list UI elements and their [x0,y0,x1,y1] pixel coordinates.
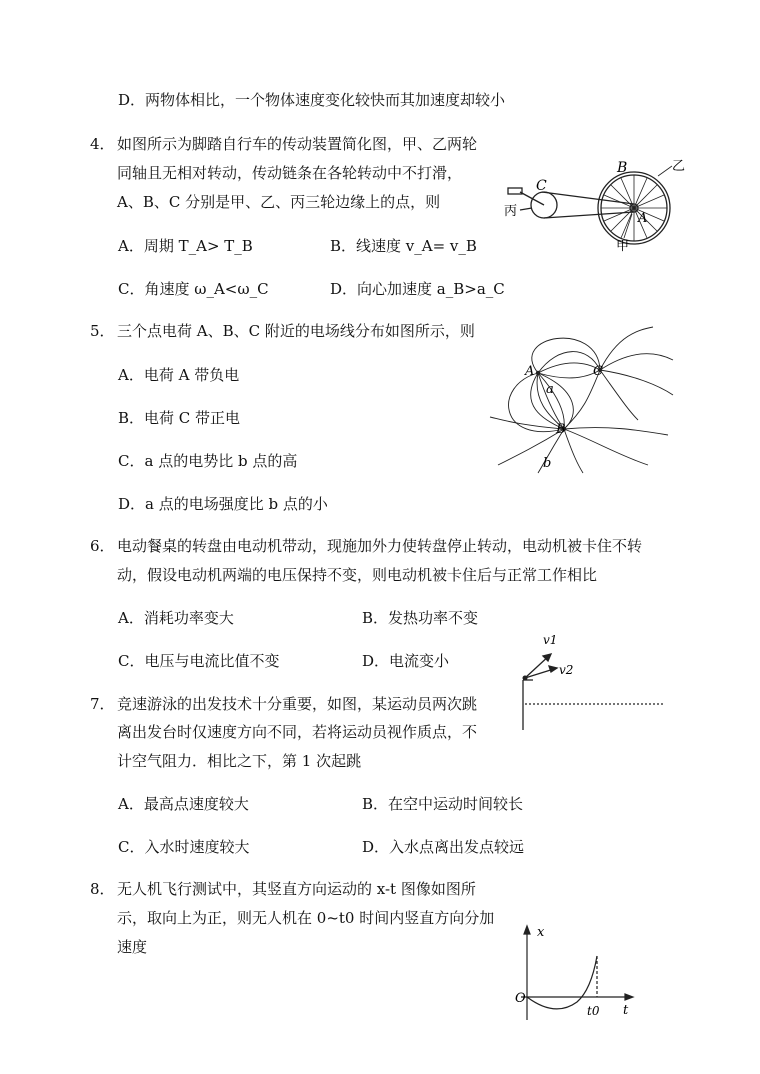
q4-option-b: B．线速度 v_A= v_B [330,237,477,255]
q4-option-c: C．角速度 ω_A<ω_C [118,280,269,298]
q5-number: 5． [90,322,115,340]
q4-number: 4． [90,135,115,153]
electric-field-figure [488,325,678,475]
q6-option-d: D．电流变小 [362,652,450,670]
q7-option-a: A．最高点速度较大 [118,795,249,813]
q6-stem-line2: 动，假设电动机两端的电压保持不变，则电动机被卡住后与正常工作相比 [117,566,598,584]
bicycle-transmission-figure [500,150,700,260]
q4-option-a: A．周期 T_A> T_B [118,237,253,255]
fig8-label-x: x [537,925,545,940]
xt-graph-figure [505,922,640,1024]
q6-stem-line1: 电动餐桌的转盘由电动机带动，现施加外力使转盘停止转动，电动机被卡住不转 [117,537,643,555]
q4-stem-line2: 同轴且无相对转动，传动链条在各轮转动中不打滑， [117,164,463,182]
q7-stem-line1: 竞速游泳的出发技术十分重要，如图，某运动员两次跳 [117,695,478,713]
q8-stem-line1: 无人机飞行测试中，其竖直方向运动的 x-t 图像如图所 [117,880,476,898]
q7-stem-line2: 离出发台时仅速度方向不同，若将运动员视作质点，不 [117,723,478,741]
pedal [508,188,522,194]
fig5-label-a-point: a [546,382,554,397]
q8-number: 8． [90,880,115,898]
q6-option-b: B．发热功率不变 [362,609,479,627]
fig5-label-c-charge: C [593,364,603,379]
q8-stem-line2: 示，取向上为正，则无人机在 0~t0 时间内竖直方向分加 [117,909,495,927]
q5-option-b: B．电荷 C 带正电 [118,409,241,427]
fig8-label-t: t [623,1003,629,1018]
fig4-label-yi: 乙 [672,159,686,174]
fig8-label-t0: t0 [587,1004,600,1018]
q7-stem-line3: 计空气阻力．相比之下，第 1 次起跳 [117,752,362,770]
q6-number: 6． [90,537,115,555]
q5-stem: 三个点电荷 A、B、C 附近的电场线分布如图所示，则 [117,322,475,340]
q4-option-d: D．向心加速度 a_B>a_C [330,280,505,298]
fig5-label-b-point: b [543,456,552,471]
swimming-start-figure [515,628,675,733]
q8-stem-line3: 速度 [117,938,148,956]
fig4-label-b: B [617,160,628,176]
fig5-label-a-charge: A [525,364,535,379]
fig4-label-jia: 甲 [616,239,630,254]
fig7-label-v2: v2 [559,663,574,677]
q4-stem-line3: A、B、C 分别是甲、乙、丙三轮边缘上的点，则 [117,193,441,211]
q4-stem-line1: 如图所示为脚踏自行车的传动装置简化图，甲、乙两轮 [117,135,478,153]
q5-option-d: D．a 点的电场强度比 b 点的小 [118,495,328,513]
chain-bottom [544,212,634,218]
q5-option-a: A．电荷 A 带负电 [118,366,240,384]
q5-option-c: C．a 点的电势比 b 点的高 [118,452,298,470]
q7-option-d: D．入水点离出发点较远 [362,838,525,856]
fig4-label-bing: 丙 [504,204,518,219]
q6-option-c: C．电压与电流比值不变 [118,652,280,670]
fig4-label-c: C [536,178,547,194]
q3-option-d: D．两物体相比，一个物体速度变化较快而其加速度却较小 [118,91,506,109]
fig7-label-v1: v1 [543,633,558,647]
fig4-label-a: A [638,211,648,226]
q6-option-a: A．消耗功率变大 [118,609,234,627]
q7-option-b: B．在空中运动时间较长 [362,795,524,813]
fig8-label-origin: O [515,991,526,1006]
q7-number: 7． [90,695,115,713]
q7-option-c: C．入水时速度较大 [118,838,250,856]
fig5-label-b-charge: B [556,422,566,437]
